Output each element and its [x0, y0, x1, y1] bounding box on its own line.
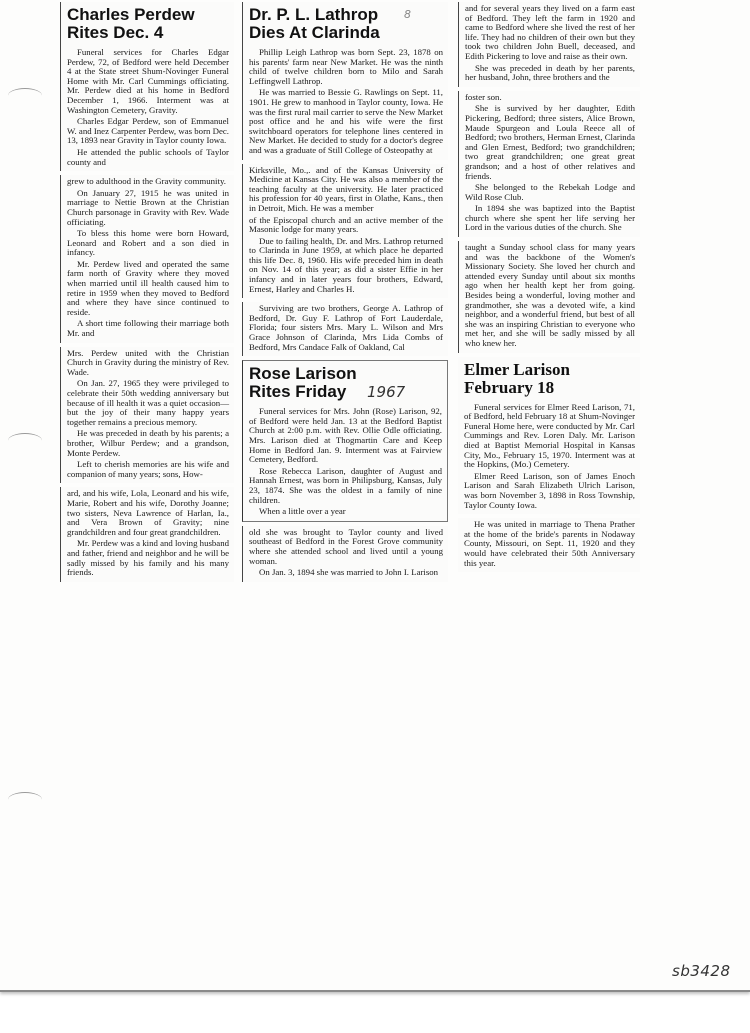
article-paragraph: Mr. Perdew lived and operated the same farm north of Gravity where they moved when married until ill health caused him to retire in 1959 when they moved to Bedford and where they have since continued to reside.: [67, 258, 229, 317]
handwritten-mark: 8: [404, 8, 411, 21]
rose-clipping-part2: [242, 526, 448, 582]
perdew-clipping-part3: [60, 347, 234, 484]
hole-punch-mark: [8, 433, 42, 448]
perdew-clipping-part2: [60, 175, 234, 343]
article-paragraph: taught a Sunday school class for many years and was the backbone of the Women's Missionary Society. She loved her church and attended every Sunday until about six months ago when her health kept her from going. Besides being a wonderful, loving mother and grandmother, she was a devoted wife, a kind neighbor, and a wonderful friend, but best of all she was an inspiring Christian to everyone who met her, and she will be sadly missed by all who knew her.: [465, 242, 635, 348]
article-paragraph: On Jan. 3, 1894 she was married to John I. Larison: [259, 567, 439, 578]
rose-clipping-part1: [242, 360, 448, 522]
headline-line: Dr. P. L. Lathrop: [249, 5, 379, 24]
article-paragraph: Phillip Leigh Lathrop was born Sept. 23, 1878 on his parents' farm near New Market. He was the ninth child of twelve children born to Milo and Sarah Leffingwell Lathrop.: [249, 47, 443, 86]
column-2: [242, 2, 448, 582]
article-paragraph: and for several years they lived on a farm east of Bedford. They left the farm in 1920 and came to Bedford where she lived the rest of her life. They had no children of their own but they took two children John Buell, deceased, and Edith Pickering to love and raise as their own.: [465, 3, 635, 61]
article-paragraph: She is survived by her daughter, Edith Pickering, Bedford; three sisters, Alice Brown, Maude Spurgeon and Loula Reece all of Bedford; two brothers, Herman Ernest, Clarinda and Glen Ernest, Bedford; two grandchildren; two great grandchildren; one great great grandson; and a host of other relatives and friends.: [465, 103, 635, 181]
article-paragraph: To bless this home were born Howard, Leonard and Robert and a son died in infancy.: [67, 228, 229, 258]
article-paragraph: of the Episcopal church and an active member of the Masonic lodge for many years.: [249, 214, 443, 235]
article-paragraph: In 1894 she was baptized into the Baptist church where she spent her life serving her Lord in the various duties of the church. She: [465, 203, 635, 233]
lathrop-headline: [249, 6, 443, 42]
hole-punch-mark: [8, 792, 42, 807]
article-paragraph: Funeral services for Charles Edgar Perdew, 72, of Bedford were held December 4 at the State street Shum-Novinger Funeral Home with Mr. Carl Cummings officiating. Mr. Perdew died at his home in Bedford December 1, 1966. Interment was at Washington Cemetery, Gravity.: [67, 47, 229, 115]
rose-clipping-part4: [458, 91, 640, 237]
elmer-clipping-part1: [458, 357, 640, 515]
article-paragraph: On Jan. 27, 1965 they were privileged to celebrate their 50th wedding anniversary but because of ill health it was a quiet occasion—but the joy of their many happy years together remains a precious memory.: [67, 378, 229, 427]
article-paragraph: ard, and his wife, Lola, Leonard and his wife, Marie, Robert and his wife, Dorothy Joanne; two sisters, Neva Lawrence of Harlan, Ia., and Vera Brown of Gravity; nine grandchildren and four great grandchildren.: [67, 488, 229, 537]
article-paragraph: She belonged to the Rebekah Lodge and Wild Rose Club.: [465, 182, 635, 202]
article-paragraph: Left to cherish memories are his wife and companion of many years; sons, How-: [67, 459, 229, 479]
hole-punch-mark: [8, 88, 42, 103]
headline-line: Dies At Clarinda: [249, 23, 380, 42]
article-paragraph: Surviving are two brothers, George A. Lathrop of Bedford, Dr. Guy F. Lathrop of Fort Lauderdale, Florida; four sisters Mrs. Mary L. Wilson and Mrs Grace Johnson of Clarinda, Mrs Lida Combs of Bedford, Mrs Candace Falk of Oakland, Cal: [249, 303, 443, 352]
article-paragraph: He was united in marriage to Thena Prather at the home of the bride's parents in Nodaway County, Missouri, on Sept. 11, 1920 and they would have celebrated their 50th Anniversary this year.: [464, 519, 635, 568]
article-paragraph: Mr. Perdew was a kind and loving husband and father, friend and neighbor and he will be sadly missed by his family and his many friends.: [67, 538, 229, 578]
article-paragraph: Kirksville, Mo.,. and of the Kansas University of Medicine at Kansas City. He was also a member of the teaching faculty at the university. He later practiced his profession for 40 years, first in Olathe, Kans., then in Detroit, Mich. He was a member: [249, 164, 443, 213]
article-paragraph: Funeral services for Mrs. John (Rose) Larison, 92, of Bedford were held Jan. 13 at the Bedford Baptist Church at 2:00 p.m. with Rev. Ollie Odle officiating. Mrs. Larison died at Thogmartin Care and Keep Home in Bedford Jan. 9. Interment was at Fairview Cemetery, Bedford.: [249, 406, 442, 465]
lathrop-clipping-part2: [242, 164, 448, 299]
article-paragraph: When a little over a year: [259, 506, 346, 517]
perdew-clipping-part1: [60, 2, 234, 171]
article-paragraph: Elmer Reed Larison, son of James Enoch Larison and Sarah Elizabeth Ulrich Larison, was born November 3, 1898 in Ross Township, Taylor County Iowa.: [464, 470, 635, 510]
handwritten-year: 1967: [367, 383, 406, 402]
article-paragraph: Rose Rebecca Larison, daughter of August and Hannah Ernest, was born in Philipsburg, Kansas, July 23, 1874. She was the oldest in a family of nine children.: [249, 465, 442, 505]
article-paragraph: Funeral services for Elmer Reed Larison, 71, of Bedford, held February 18 at Shum-Novinger Funeral Home here, were conducted by Mr. Carl Cummings and Rev. Loren Daly. Mr. Larison died at Baptist Memorial Hospital in Kansas City, Mo., February 15, 1970. Interment was at the Hopkins, (Mo.) Cemetery.: [464, 401, 635, 470]
article-paragraph: old she was brought to Taylor county and lived southeast of Bedford in the Forest Grove community where she attended school and lived until a young woman.: [249, 526, 443, 566]
perdew-headline: [67, 6, 229, 42]
headline-line: Elmer Larison: [464, 359, 570, 379]
headline-line: February 18: [464, 377, 555, 397]
article-paragraph: Charles Edgar Perdew, son of Emmanuel W. and Inez Carpenter Perdew, was born Dec. 13, 1893 near Gravity in Taylor county Iowa.: [67, 116, 229, 146]
headline-line: Rose Larison: [249, 364, 357, 384]
rose-clipping-part5: [458, 241, 640, 353]
perdew-clipping-part4: [60, 487, 234, 581]
article-paragraph: grew to adulthood in the Gravity community.: [67, 176, 226, 187]
elmer-clipping-part2: [458, 518, 640, 572]
article-paragraph: He attended the public schools of Taylor county and: [67, 146, 229, 167]
elmer-headline: [464, 361, 635, 397]
article-paragraph: foster son.: [465, 91, 502, 102]
article-paragraph: He was married to Bessie G. Rawlings on Sept. 11, 1901. He grew to manhood in Taylor county, Iowa. He was the first rural mail carrier to serve the New Market post office and he and his wife were the first switchboard operators for telephone lines centered in New Market. He decided to study for a doctor's degree and was a graduate of Still College of Osteopathy at: [249, 87, 443, 155]
article-paragraph: Mrs. Perdew united with the Christian Church in Gravity during the ministry of Rev. Wade.: [67, 347, 229, 377]
article-paragraph: He was preceded in death by his parents; a brother, Wilbur Perdew; and a grandson, Monte Perdew.: [67, 428, 229, 458]
article-paragraph: Due to failing health, Dr. and Mrs. Lathrop returned to Clarinda in June 1959, at which place he departed this life Dec. 8, 1960. His wife preceded him in death on Nov. 14 of this year; as did a sister Effie in her infancy and in later years four brothers, Edward, Ernest, Harley and Charles H.: [249, 235, 443, 294]
article-paragraph: A short time following their marriage both Mr. and: [67, 318, 229, 339]
headline-line: Rites Dec. 4: [67, 23, 164, 42]
lathrop-clipping-part3: [242, 302, 448, 356]
article-paragraph: On January 27, 1915 he was united in marriage to Nettie Brown at the Christian Church parsonage in Gravity with Rev. Wade officiating.: [67, 187, 229, 227]
rose-headline: [249, 365, 442, 401]
catalog-number: sb3428: [672, 962, 731, 980]
rose-clipping-part3: [458, 2, 640, 87]
lathrop-clipping-part1: [242, 2, 448, 160]
column-1: [60, 2, 234, 582]
headline-line: Rites Friday: [249, 382, 347, 402]
column-3: [458, 2, 640, 572]
headline-line: Charles Perdew: [67, 5, 195, 24]
article-paragraph: She was preceded in death by her parents, her husband, John, three brothers and the: [465, 62, 635, 83]
